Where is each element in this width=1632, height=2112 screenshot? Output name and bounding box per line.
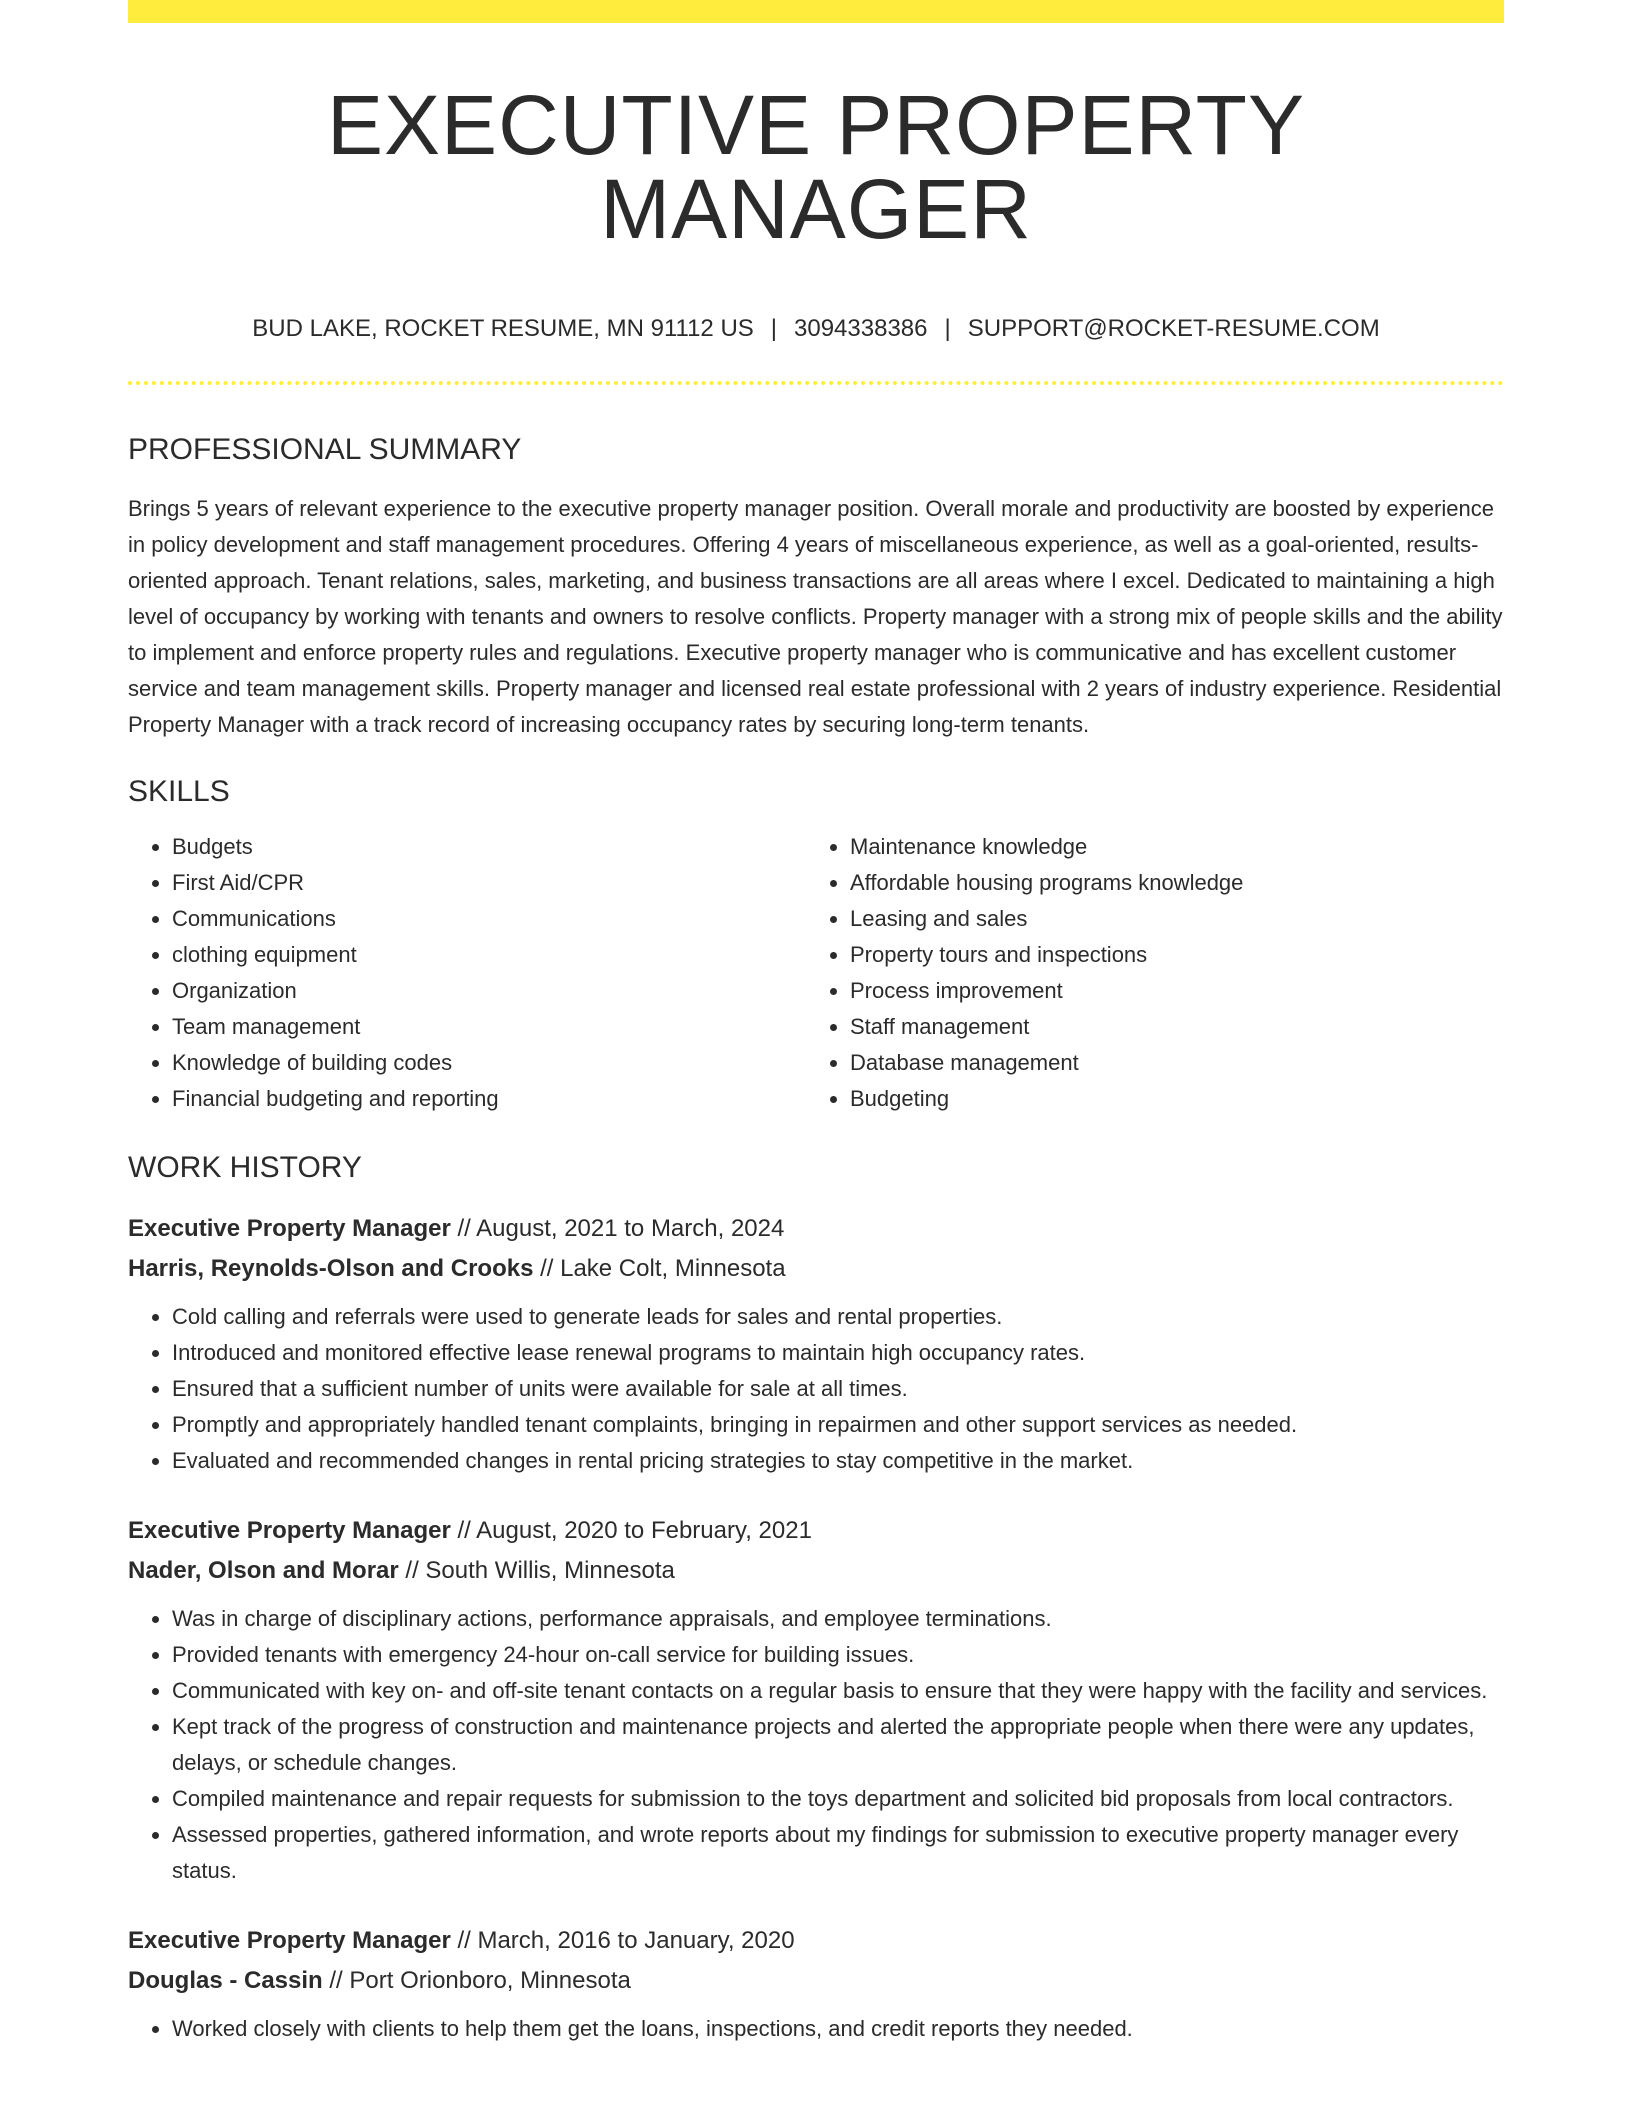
resume-title: EXECUTIVE PROPERTY MANAGER: [326, 78, 1305, 256]
skill-item: • Leasing and sales: [850, 901, 1484, 937]
contact-phone[interactable]: 3094338386: [794, 315, 928, 342]
contact-address: BUD LAKE, ROCKET RESUME, MN 91112 US: [252, 315, 754, 342]
dotted-divider: [128, 381, 1504, 385]
resume-page: [128, 0, 1504, 2047]
job-company-line: [128, 1551, 1504, 1591]
job-title-line: [128, 1209, 1504, 1249]
job-dates: // August, 2020 to February, 2021: [450, 1517, 812, 1544]
job-location: // Port Orionboro, Minnesota: [322, 1967, 631, 1994]
job-bullet: • Assessed properties, gathered information, and wrote reports about my findings for submission to executive property manager every status.: [172, 1817, 1504, 1889]
skill-item: • Knowledge of building codes: [172, 1045, 806, 1081]
skill-item: • Communications: [172, 901, 806, 937]
skill-item: • Staff management: [850, 1009, 1484, 1045]
job-title: Executive Property Manager: [128, 1215, 451, 1242]
job-bullet: • Introduced and monitored effective lease renewal programs to maintain high occupancy rates.: [172, 1335, 1504, 1371]
job-company-line: [128, 1249, 1504, 1289]
job-bullets: [128, 1299, 1504, 1479]
skills-columns: [128, 829, 1504, 1117]
job-bullet: • Evaluated and recommended changes in rental pricing strategies to stay competitive in the market.: [172, 1443, 1504, 1479]
job-bullet: • Compiled maintenance and repair requests for submission to the toys department and solicited bid proposals from local contractors.: [172, 1781, 1504, 1817]
skill-item: • Budgets: [172, 829, 806, 865]
job-bullet: • Kept track of the progress of construction and maintenance projects and alerted the appropriate people when there were any updates, delays, or schedule changes.: [172, 1709, 1504, 1781]
skill-item: • Process improvement: [850, 973, 1484, 1009]
job-dates: // August, 2021 to March, 2024: [450, 1215, 785, 1242]
skill-item: • Organization: [172, 973, 806, 1009]
skill-item: • First Aid/CPR: [172, 865, 806, 901]
job-bullet: • Communicated with key on- and off-site tenant contacts on a regular basis to ensure that they were happy with the facility and services.: [172, 1673, 1504, 1709]
job-bullets: [128, 1601, 1504, 1889]
job-entry: [128, 1921, 1504, 2047]
job-bullets: [128, 2011, 1504, 2047]
job-entry: [128, 1511, 1504, 1889]
skill-item: • Property tours and inspections: [850, 937, 1484, 973]
skill-item: • Maintenance knowledge: [850, 829, 1484, 865]
job-company: Douglas - Cassin: [128, 1967, 323, 1994]
job-location: // Lake Colt, Minnesota: [533, 1255, 786, 1282]
contact-separator: |: [944, 315, 951, 342]
skill-item: • Database management: [850, 1045, 1484, 1081]
contact-email[interactable]: SUPPORT@ROCKET-RESUME.COM: [967, 315, 1380, 342]
summary-text: Brings 5 years of relevant experience to the executive property manager position. Overall morale and productivity are boosted by experience in policy development and staff management procedures. Offering 4 years of miscellaneous experience, as well as a goal-oriented, results-oriented approach. Tenant relations, sales, marketing, and business transactions are all areas where I excel. Dedicated to maintaining a high level of occupancy by working with tenants and owners to resolve conflicts. Property manager with a strong mix of people skills and the ability to implement and enforce property rules and regulations. Executive property manager who is communicative and has excellent customer service and team management skills. Property manager and licensed real estate professional with 2 years of industry experience. Residential Property Manager with a track record of increasing occupancy rates by securing long-term tenants.: [128, 496, 1503, 737]
job-bullet: • Worked closely with clients to help them get the loans, inspections, and credit reports they needed.: [172, 2011, 1504, 2047]
job-entry: [128, 1209, 1504, 1479]
job-company: Nader, Olson and Morar: [128, 1557, 399, 1584]
job-title: Executive Property Manager: [128, 1517, 451, 1544]
job-bullet: • Ensured that a sufficient number of units were available for sale at all times.: [172, 1371, 1504, 1407]
job-bullet: • Was in charge of disciplinary actions, performance appraisals, and employee terminations.: [172, 1601, 1504, 1637]
job-title-line: [128, 1511, 1504, 1551]
skills-heading: SKILLS: [128, 775, 230, 808]
job-bullet: • Provided tenants with emergency 24-hour on-call service for building issues.: [172, 1637, 1504, 1673]
skills-left-list: [128, 829, 806, 1117]
job-location: // South Willis, Minnesota: [398, 1557, 675, 1584]
skill-item: • Budgeting: [850, 1081, 1484, 1117]
skill-item: • Financial budgeting and reporting: [172, 1081, 806, 1117]
summary-heading: PROFESSIONAL SUMMARY: [128, 433, 522, 466]
job-company-line: [128, 1961, 1504, 2001]
skill-item: • clothing equipment: [172, 937, 806, 973]
skills-right-list: [806, 829, 1484, 1117]
contact-line: [128, 317, 1504, 341]
job-company: Harris, Reynolds-Olson and Crooks: [128, 1255, 534, 1282]
job-bullet: • Promptly and appropriately handled tenant complaints, bringing in repairmen and other support services as needed.: [172, 1407, 1504, 1443]
skill-item: • Affordable housing programs knowledge: [850, 865, 1484, 901]
job-title-line: [128, 1921, 1504, 1961]
accent-top-bar: [128, 0, 1504, 23]
skill-item: • Team management: [172, 1009, 806, 1045]
job-bullet: • Cold calling and referrals were used to generate leads for sales and rental properties.: [172, 1299, 1504, 1335]
work-history-heading: WORK HISTORY: [128, 1151, 362, 1184]
contact-separator: |: [770, 315, 778, 342]
job-title: Executive Property Manager: [128, 1927, 451, 1954]
job-dates: // March, 2016 to January, 2020: [450, 1927, 795, 1954]
